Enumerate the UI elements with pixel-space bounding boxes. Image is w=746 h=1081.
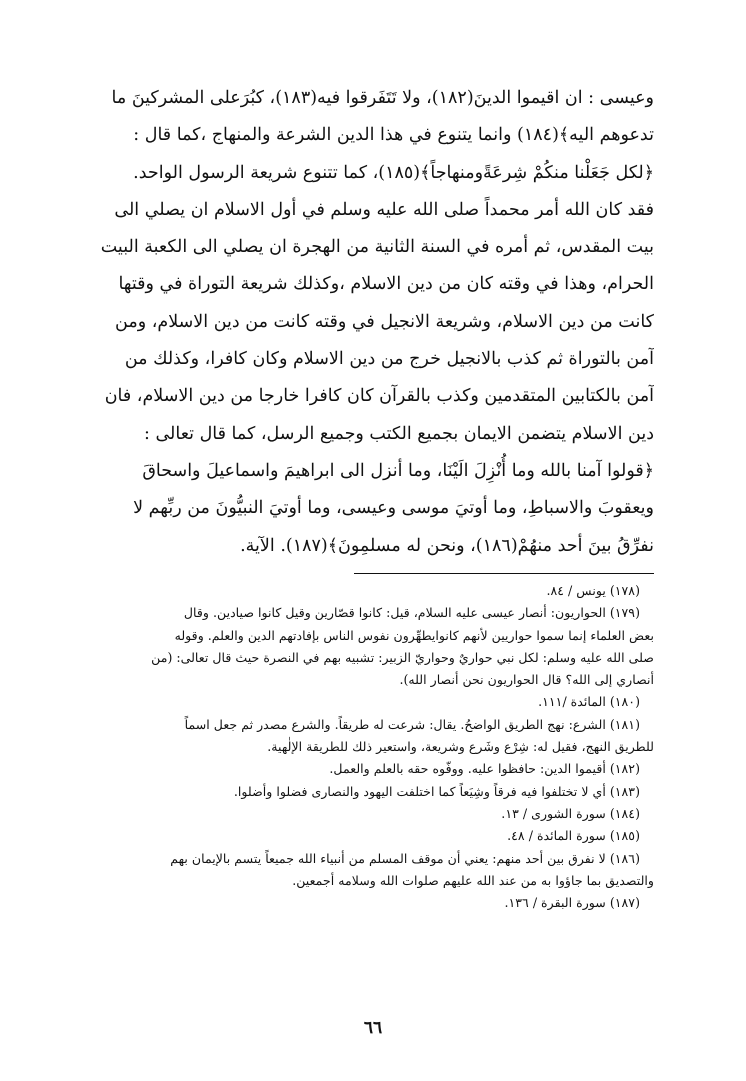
main-line: دين الاسلام يتضمن الايمان بجميع الكتب وجميع الرسل، كما قال تعالى :	[144, 423, 654, 444]
footnote-line: (١٨٤) سورة الشورى / ١٣.	[501, 805, 640, 821]
main-line: كانت من دين الاسلام، وشريعة الانجيل في وقته كانت من دين الاسلام، ومن	[115, 311, 654, 332]
footnote-line: (١٨٣) أي لا تختلفوا فيه فرقاً وشِيَعاً كما اختلفت اليهود والنصارى فضلوا وأضلوا.	[233, 783, 640, 799]
footnote-line: (١٨٠) المائدة /١١١.	[538, 694, 640, 710]
footnote-line: بعض العلماء إنما سموا حواريين لأنهم كانوايطهِّرون نفوس الناس بإفادتهم الدين والعلم. وقوله	[174, 627, 654, 643]
main-line: فقد كان الله أمر محمداً صلى الله عليه وسلم في أول الاسلام ان يصلي الى	[114, 199, 654, 220]
footnote-line: صلى الله عليه وسلم: لكل نبي حواريٌ وحواريّ الزبير: تشبيه بهم في النصرة حيث قال تعالى: (من	[151, 649, 654, 665]
page-number: ٦٦	[363, 1018, 383, 1038]
main-text	[94, 80, 654, 565]
main-line: الحرام، وهذا في وقته كان من دين الاسلام ،وكذلك شريعة التوراة في وقتها	[118, 274, 654, 295]
main-line: تدعوهم اليه﴾(١٨٤) وانما يتنوع في هذا الدين الشرعة والمنهاج ،كما قال :	[133, 125, 654, 146]
footnote-line: (١٨٧) سورة البقرة / ١٣٦.	[504, 895, 640, 911]
footnote-line: (١٨٢) أقيموا الدين: حافظوا عليه. ووفّوه حقه بالعلم والعمل.	[329, 761, 640, 777]
main-line: بيت المقدس، ثم أمره في السنة الثانية من الهجرة ان يصلي الى الكعبة البيت	[100, 237, 654, 258]
footnotes	[94, 580, 654, 914]
footnote-line: للطريق النهج، فقيل له: شِرْع وشَرع وشريعة، واستعير ذلك للطريقة الإلٰهية.	[267, 739, 654, 755]
main-line: آمن بالتوراة ثم كذب بالانجيل خرج من دين الاسلام وكان كافرا، وكذلك من	[124, 349, 654, 370]
footnote-line: (١٨١) الشرع: نهج الطريق الواضحُ. يقال: شرعت له طريقاً. والشرع مصدر ثم جعل اسماً	[184, 716, 640, 732]
main-line: ويعقوبَ والاسباطِ، وما أوتيَ موسى وعيسى، وما أوتيَ النبيُّونَ من ربِّهم لا	[133, 498, 654, 519]
footnote-line: (١٧٩) الحواريون: أنصار عيسى عليه السلام، قيل: كانوا قصّارين وقيل كانوا صيادين. وقال	[183, 605, 640, 621]
footnote-line: (١٨٦) لا نفرق بين أحد منهم: يعني أن موقف المسلم من أنبياء الله جميعاً يتسم بالإيمان بهم	[170, 850, 640, 866]
footnote-line: أنصاري إلى الله؟ قال الحواريون نحن أنصار الله).	[399, 672, 654, 688]
main-line: ﴿لكل جَعَلْنا منكُمْ شِرعَةًومنهاجاً﴾(١٨٥)، كما تتنوع شريعة الرسول الواحد.	[133, 162, 654, 183]
footnote-divider	[354, 573, 654, 574]
footnote-line: (١٨٥) سورة المائدة / ٤٨.	[507, 828, 640, 844]
main-line: آمن بالكتابين المتقدمين وكذب بالقرآن كان كافرا خارجا من دين الاسلام، فان	[104, 386, 654, 407]
main-line: ﴿قولوا آمنا بالله وما أُنْزِلَ الَيْنَا، وما أنزل الى ابراهيمَ واسماعيلَ واسحاقَ	[142, 460, 654, 481]
main-line: نفرِّقُ بينَ أحد منهُمْ(١٨٦)، ونحن له مسلمِونَ﴾(١٨٧). الآية.	[240, 535, 654, 556]
footnote-line: والتصديق بما جاؤوا به من عند الله عليهم صلوات الله وسلامه أجمعين.	[292, 872, 654, 888]
footnote-line: (١٧٨) يونس / ٨٤.	[546, 583, 640, 598]
main-line: وعيسى : ان اقيموا الدينَ(١٨٢)، ولا تَتَفَرقوا فيه(١٨٣)، كبُرَعلى المشركينَ ما	[111, 88, 654, 108]
